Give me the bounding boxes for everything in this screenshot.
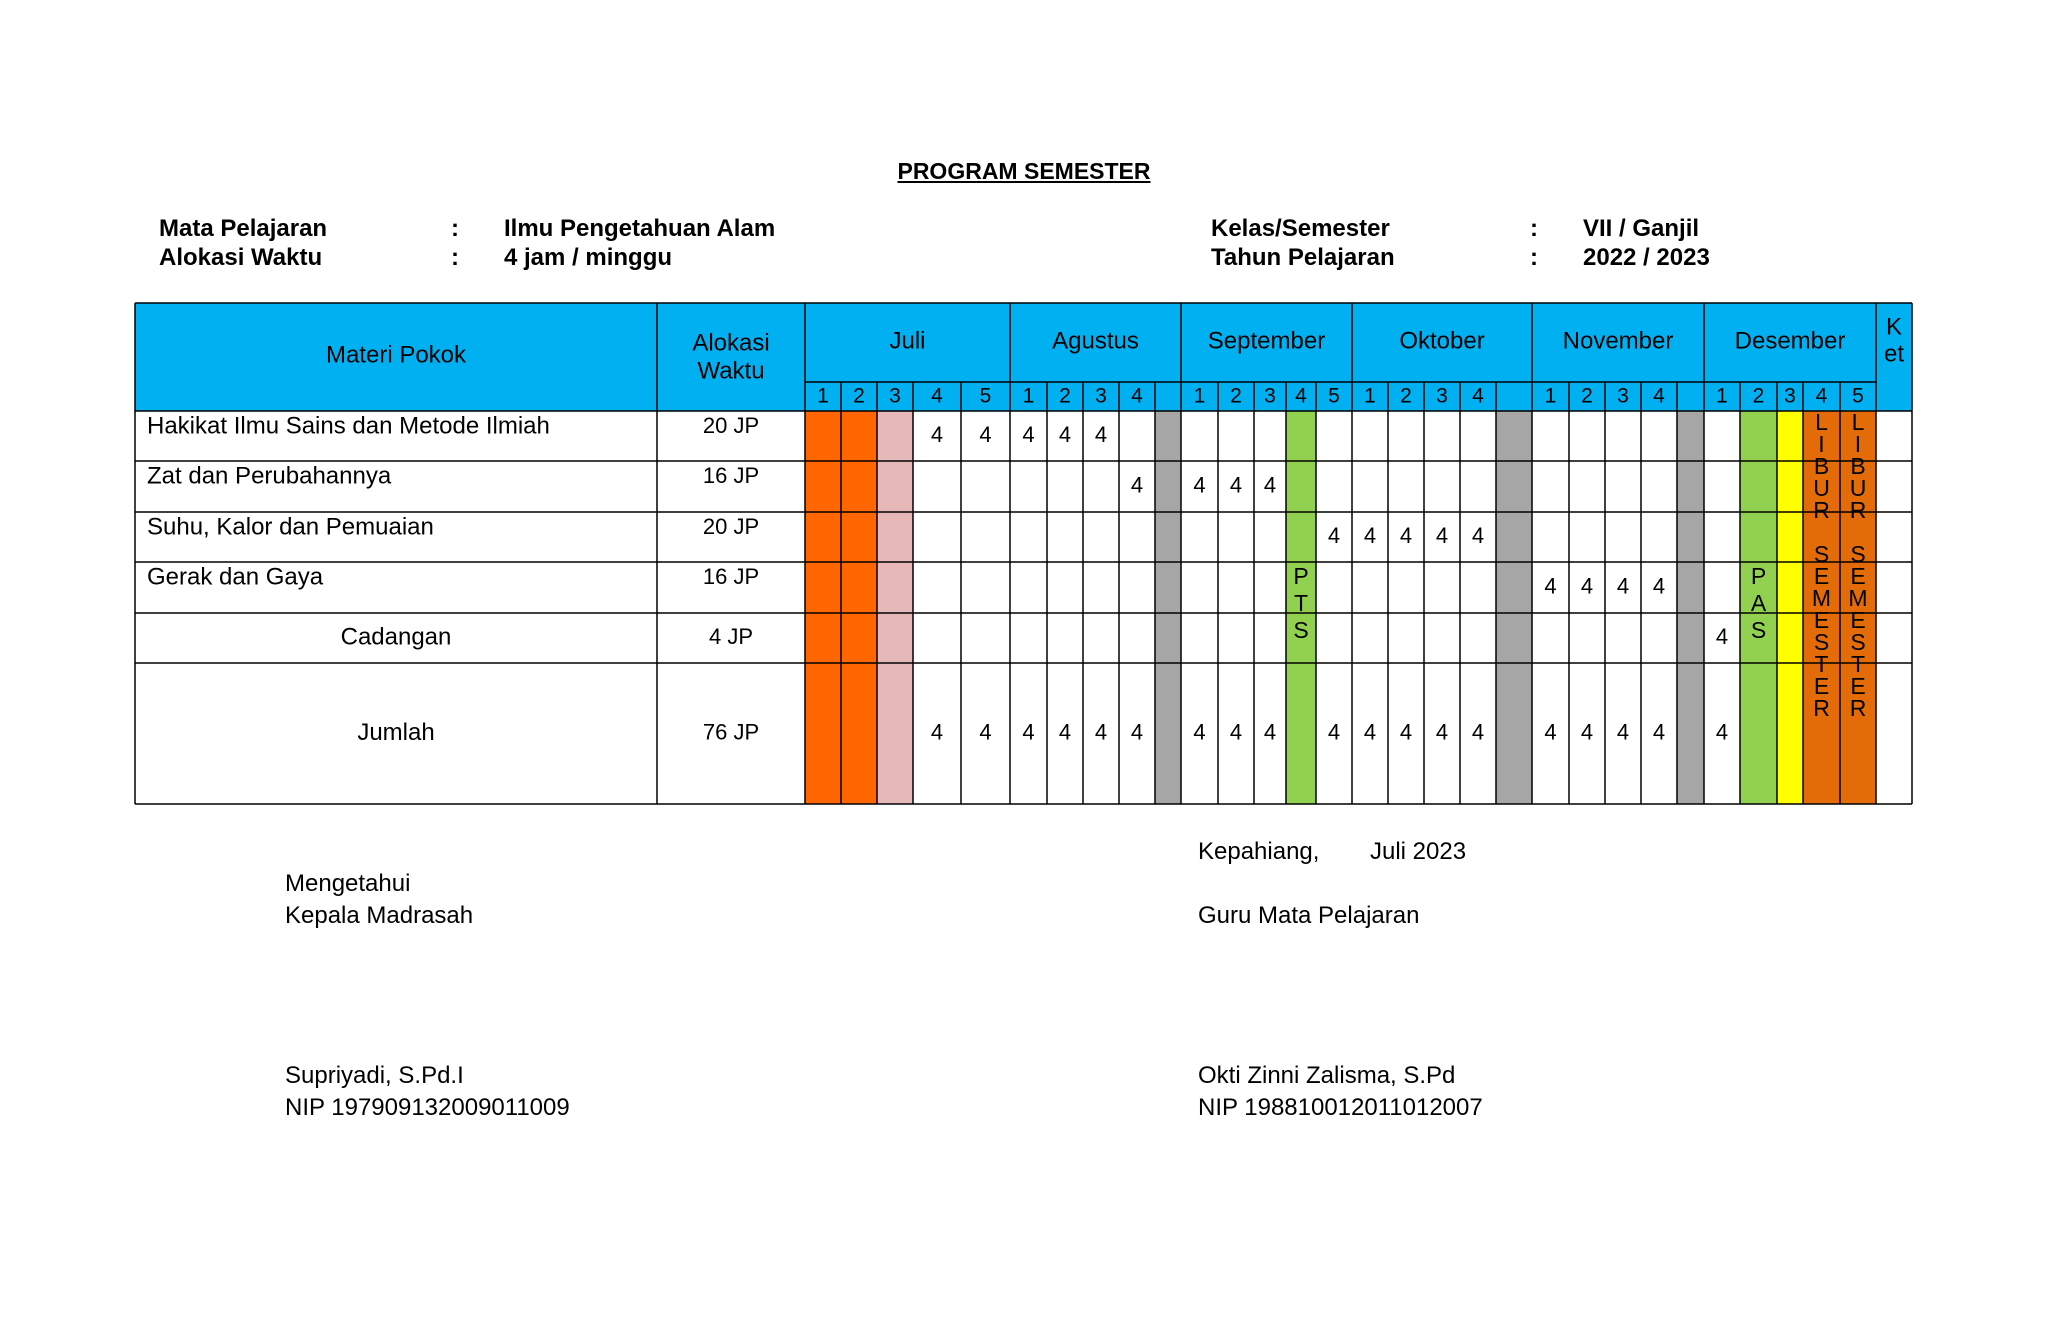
week-column-fill — [1496, 411, 1532, 804]
week-value: 4 — [1435, 522, 1449, 548]
mapel-colon: : — [451, 215, 459, 242]
alokasi-cell: 76 JP — [702, 719, 760, 745]
materi-cell: Cadangan — [340, 623, 452, 651]
week-value: 4 — [1471, 522, 1485, 548]
libur-semester-label: B — [1850, 453, 1866, 480]
week-value: 4 — [1193, 719, 1206, 745]
left-line-2: Kepala Madrasah — [285, 902, 474, 929]
tahun-label: Tahun Pelajaran — [1211, 244, 1395, 271]
month-year: Juli 2023 — [1370, 838, 1467, 865]
month-header-agustus: Agustus — [1052, 327, 1139, 355]
week-value: 4 — [1715, 623, 1729, 649]
week-value: 4 — [1652, 719, 1666, 745]
right-signer-name: Okti Zinni Zalisma, S.Pd — [1198, 1062, 1456, 1089]
alokasi-cell: 20 JP — [702, 412, 760, 438]
alokasi-cell: 4 JP — [708, 623, 754, 649]
week-number: 3 — [1095, 384, 1107, 408]
week-value: 4 — [1363, 522, 1377, 548]
place-date: Kepahiang, — [1198, 838, 1320, 865]
alokasi-cell: 16 JP — [702, 462, 760, 488]
libur-semester-label: S — [1850, 541, 1866, 568]
kelas-label: Kelas/Semester — [1211, 215, 1390, 242]
materi-header: Materi Pokok — [325, 341, 467, 369]
left-line-1: Mengetahui — [285, 870, 411, 897]
week-value: 4 — [1058, 719, 1072, 745]
libur-semester-label: S — [1813, 541, 1830, 568]
libur-semester-label: E — [1813, 563, 1830, 590]
libur-semester-label: U — [1849, 475, 1867, 502]
week-number: 4 — [1472, 384, 1484, 408]
week-column-fill — [877, 411, 913, 804]
page-title: PROGRAM SEMESTER — [897, 158, 1151, 184]
week-value: 4 — [1130, 472, 1144, 498]
month-header-september: September — [1207, 327, 1326, 355]
kelas-colon: : — [1530, 215, 1538, 242]
week-value: 4 — [1130, 719, 1144, 745]
week-column-fill — [805, 411, 841, 804]
week-number: 4 — [1815, 384, 1828, 408]
week-value: 4 — [979, 421, 992, 447]
libur-semester-label: T — [1850, 651, 1866, 678]
week-value: 4 — [1715, 719, 1729, 745]
month-header-juli: Juli — [889, 327, 926, 355]
week-number: 3 — [1784, 384, 1796, 408]
week-number: 4 — [931, 384, 943, 408]
month-header-november: November — [1562, 327, 1674, 355]
week-value: 4 — [1616, 719, 1630, 745]
week-value: 4 — [979, 719, 992, 745]
mapel-value: Ilmu Pengetahuan Alam — [504, 215, 776, 242]
alokasi-label: Alokasi Waktu — [159, 244, 323, 271]
week-value: 4 — [1471, 719, 1485, 745]
libur-semester-label: E — [1813, 673, 1830, 700]
week-value: 4 — [1263, 719, 1277, 745]
week-number: 2 — [1581, 384, 1593, 408]
right-line: Guru Mata Pelajaran — [1198, 902, 1420, 929]
left-signer-nip: NIP 197909132009011009 — [285, 1094, 570, 1121]
alokasi-header-line2: Waktu — [697, 357, 765, 385]
week-value: 4 — [930, 719, 944, 745]
libur-semester-label: B — [1813, 453, 1830, 480]
week-value: 4 — [1652, 573, 1666, 599]
alokasi-value: 4 jam / minggu — [504, 244, 673, 271]
mapel-label: Mata Pelajaran — [159, 215, 328, 242]
tahun-colon: : — [1530, 244, 1538, 271]
week-number: 1 — [1364, 384, 1376, 408]
week-value: 4 — [1022, 421, 1035, 447]
libur-semester-label: E — [1850, 607, 1866, 634]
week-number: 1 — [1544, 384, 1557, 408]
libur-semester-label: E — [1813, 607, 1830, 634]
alokasi-header-line1: Alokasi — [692, 329, 770, 357]
libur-semester-label: S — [1850, 629, 1866, 656]
week-value: 4 — [1399, 719, 1413, 745]
week-value: 4 — [1327, 719, 1341, 745]
libur-semester-label: T — [1814, 651, 1829, 678]
week-number: 1 — [1716, 384, 1728, 408]
week-number: 5 — [1328, 384, 1340, 408]
libur-semester-label: L — [1815, 409, 1828, 436]
week-number: 3 — [1264, 384, 1276, 408]
week-value: 4 — [1616, 573, 1630, 599]
week-value: 4 — [1058, 421, 1072, 447]
week-value: 4 — [1580, 719, 1594, 745]
libur-semester-label: R — [1813, 497, 1830, 524]
week-value: 4 — [1022, 719, 1035, 745]
materi-cell: Suhu, Kalor dan Pemuaian — [147, 513, 434, 541]
pts-label: S — [1293, 617, 1309, 644]
ket-header-line1: K — [1885, 313, 1903, 341]
week-value: 4 — [1544, 719, 1557, 745]
week-number: 1 — [1022, 384, 1035, 408]
week-number: 2 — [1400, 384, 1412, 408]
materi-cell: Jumlah — [357, 718, 435, 746]
left-signer-name: Supriyadi, S.Pd.I — [285, 1062, 464, 1089]
week-value: 4 — [1363, 719, 1377, 745]
pas-label: A — [1750, 590, 1767, 617]
alokasi-cell: 20 JP — [702, 513, 760, 539]
week-value: 4 — [1544, 573, 1557, 599]
alokasi-cell: 16 JP — [702, 563, 760, 589]
libur-semester-label: I — [1854, 431, 1862, 458]
week-number: 3 — [889, 384, 901, 408]
week-number: 4 — [1653, 384, 1665, 408]
libur-semester-label: S — [1813, 629, 1830, 656]
week-number: 5 — [979, 384, 992, 408]
week-value: 4 — [1229, 719, 1243, 745]
ket-header-line2: et — [1883, 340, 1905, 368]
month-header-oktober: Oktober — [1399, 327, 1485, 355]
pts-label: P — [1293, 563, 1309, 590]
libur-semester-label: L — [1851, 409, 1865, 436]
pts-label: T — [1293, 590, 1309, 617]
libur-semester-label: E — [1850, 673, 1866, 700]
week-value: 4 — [1435, 719, 1449, 745]
libur-semester-label: E — [1850, 563, 1866, 590]
week-column-fill — [1677, 411, 1704, 804]
week-column-fill — [841, 411, 877, 804]
libur-semester-label: I — [1818, 431, 1825, 458]
week-number: 4 — [1295, 384, 1307, 408]
alokasi-colon: : — [451, 244, 459, 271]
week-number: 3 — [1617, 384, 1629, 408]
materi-cell: Gerak dan Gaya — [147, 563, 324, 591]
week-value: 4 — [1229, 472, 1243, 498]
pas-label: P — [1750, 563, 1767, 590]
pas-label: S — [1750, 617, 1767, 644]
materi-cell: Zat dan Perubahannya — [147, 462, 392, 490]
week-column-fill — [1777, 411, 1803, 804]
libur-semester-label: R — [1849, 497, 1867, 524]
week-value: 4 — [1094, 421, 1108, 447]
libur-semester-label: R — [1849, 695, 1867, 722]
week-number: 1 — [1193, 384, 1206, 408]
week-column-fill — [1155, 411, 1181, 804]
libur-semester-label: R — [1813, 695, 1830, 722]
week-number: 1 — [817, 384, 829, 408]
libur-semester-label: M — [1848, 585, 1868, 612]
libur-semester-label: M — [1811, 585, 1832, 612]
week-number: 2 — [1059, 384, 1071, 408]
week-value: 4 — [1193, 472, 1206, 498]
tahun-value: 2022 / 2023 — [1583, 244, 1710, 271]
libur-semester-label: U — [1813, 475, 1830, 502]
kelas-value: VII / Ganjil — [1583, 215, 1700, 242]
week-value: 4 — [930, 421, 944, 447]
week-number: 4 — [1131, 384, 1143, 408]
month-header-desember: Desember — [1734, 327, 1846, 355]
week-value: 4 — [1580, 573, 1594, 599]
week-number: 3 — [1436, 384, 1448, 408]
week-number: 2 — [853, 384, 865, 408]
week-number: 5 — [1852, 384, 1864, 408]
week-number: 2 — [1230, 384, 1242, 408]
right-signer-nip: NIP 198810012011012007 — [1198, 1094, 1483, 1121]
week-value: 4 — [1399, 522, 1413, 548]
week-number: 2 — [1752, 384, 1765, 408]
week-value: 4 — [1263, 472, 1277, 498]
week-value: 4 — [1327, 522, 1341, 548]
materi-cell: Hakikat Ilmu Sains dan Metode Ilmiah — [147, 412, 550, 440]
week-value: 4 — [1094, 719, 1108, 745]
